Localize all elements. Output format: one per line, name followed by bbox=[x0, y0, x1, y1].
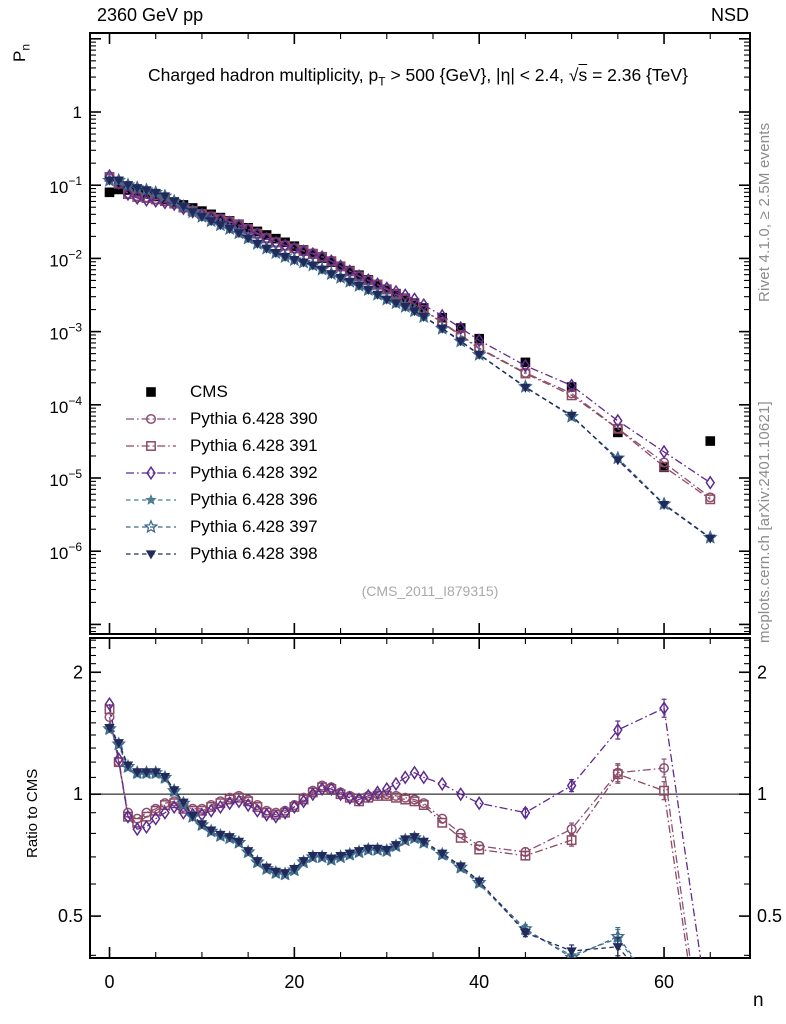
title-sqrt-s: s bbox=[578, 65, 588, 85]
analysis-id-watermark: (CMS_2011_I879315) bbox=[361, 583, 499, 599]
ratio-tick-label-left: 2 bbox=[72, 662, 83, 683]
ratio-tick-label-right: 2 bbox=[757, 662, 768, 683]
legend-item-cms bbox=[125, 378, 228, 405]
legend-marker-triangle-down-filled bbox=[125, 546, 177, 562]
ratio-axis-title: Ratio to CMS bbox=[24, 768, 41, 858]
rivet-version-note: Rivet 4.1.0, ≥ 2.5M events bbox=[756, 122, 773, 302]
ratio-series-pythia-6-428-392 bbox=[106, 698, 715, 1024]
legend-label: Pythia 6.428 397 bbox=[190, 516, 318, 536]
x-tick-label: 0 bbox=[104, 972, 115, 992]
ratio-panel-series bbox=[104, 698, 716, 1024]
ratio-tick-label-left: 1 bbox=[72, 784, 83, 805]
y-axis-title-sub: n bbox=[18, 43, 33, 51]
legend-item-pythia-6-428-392 bbox=[125, 459, 318, 486]
legend-marker-circle-open bbox=[125, 411, 177, 427]
ratio-series-pythia-6-428-390 bbox=[105, 713, 714, 1024]
ratio-tick-label-right: 0.5 bbox=[757, 906, 783, 927]
legend-marker-square-open bbox=[125, 438, 177, 454]
ratio-series-pythia-6-428-397 bbox=[104, 723, 716, 1024]
mcplots-reference-note: mcplots.cern.ch [arXiv:2401.10621] bbox=[756, 401, 773, 643]
legend-item-pythia-6-428-398 bbox=[125, 540, 318, 567]
legend-item-pythia-6-428-391 bbox=[125, 432, 318, 459]
legend-marker-square-filled bbox=[125, 384, 177, 400]
ratio-series-pythia-6-428-396 bbox=[104, 724, 716, 1024]
legend-item-pythia-6-428-390 bbox=[125, 405, 318, 432]
ratio-series-pythia-6-428-398 bbox=[104, 724, 715, 1024]
legend-marker-diamond-open bbox=[125, 465, 177, 481]
y-axis-title bbox=[10, 44, 32, 62]
legend-marker-star-filled bbox=[125, 492, 177, 508]
y-tick-label: $10^{-5}$ bbox=[49, 467, 82, 491]
y-tick-label: $10^{-6}$ bbox=[49, 540, 82, 564]
legend-label: Pythia 6.428 396 bbox=[190, 489, 318, 509]
beam-energy-label: 2360 GeV pp bbox=[97, 5, 204, 25]
legend-item-pythia-6-428-396 bbox=[125, 486, 318, 513]
title-text-3: = 2.36 {TeV} bbox=[587, 65, 688, 85]
plot-title bbox=[50, 65, 786, 89]
y-tick-label: $10^{-4}$ bbox=[49, 393, 82, 417]
legend-label: Pythia 6.428 392 bbox=[190, 462, 318, 482]
legend-label: Pythia 6.428 391 bbox=[190, 435, 318, 455]
x-tick-label: 20 bbox=[284, 972, 305, 992]
legend-label: Pythia 6.428 398 bbox=[190, 543, 318, 563]
x-tick-label: 40 bbox=[469, 972, 490, 992]
legend-marker-star-open bbox=[125, 519, 177, 535]
event-class-label: NSD bbox=[710, 5, 749, 25]
ratio-series-pythia-6-428-391 bbox=[105, 705, 714, 1024]
legend-label: Pythia 6.428 390 bbox=[190, 408, 318, 428]
y-axis-title-base: P bbox=[10, 50, 29, 62]
ratio-tick-label-left: 0.5 bbox=[57, 906, 83, 927]
legend-item-pythia-6-428-397 bbox=[125, 513, 318, 540]
title-text-1: Charged hadron multiplicity, p bbox=[148, 65, 379, 85]
title-subscript-T: T bbox=[378, 74, 386, 89]
y-tick-label: $10^{-1}$ bbox=[49, 174, 82, 198]
y-tick-label: $10^{-3}$ bbox=[49, 320, 82, 344]
y-tick-label: $10^{-2}$ bbox=[49, 247, 82, 271]
legend-label: CMS bbox=[190, 381, 228, 401]
ratio-tick-label-right: 1 bbox=[757, 784, 768, 805]
y-tick-label: 1 bbox=[72, 103, 82, 123]
x-axis-title: n bbox=[753, 990, 764, 1011]
x-tick-label: 60 bbox=[654, 972, 675, 992]
title-text-2: > 500 {GeV}, |η| < 2.4, √ bbox=[385, 65, 579, 85]
